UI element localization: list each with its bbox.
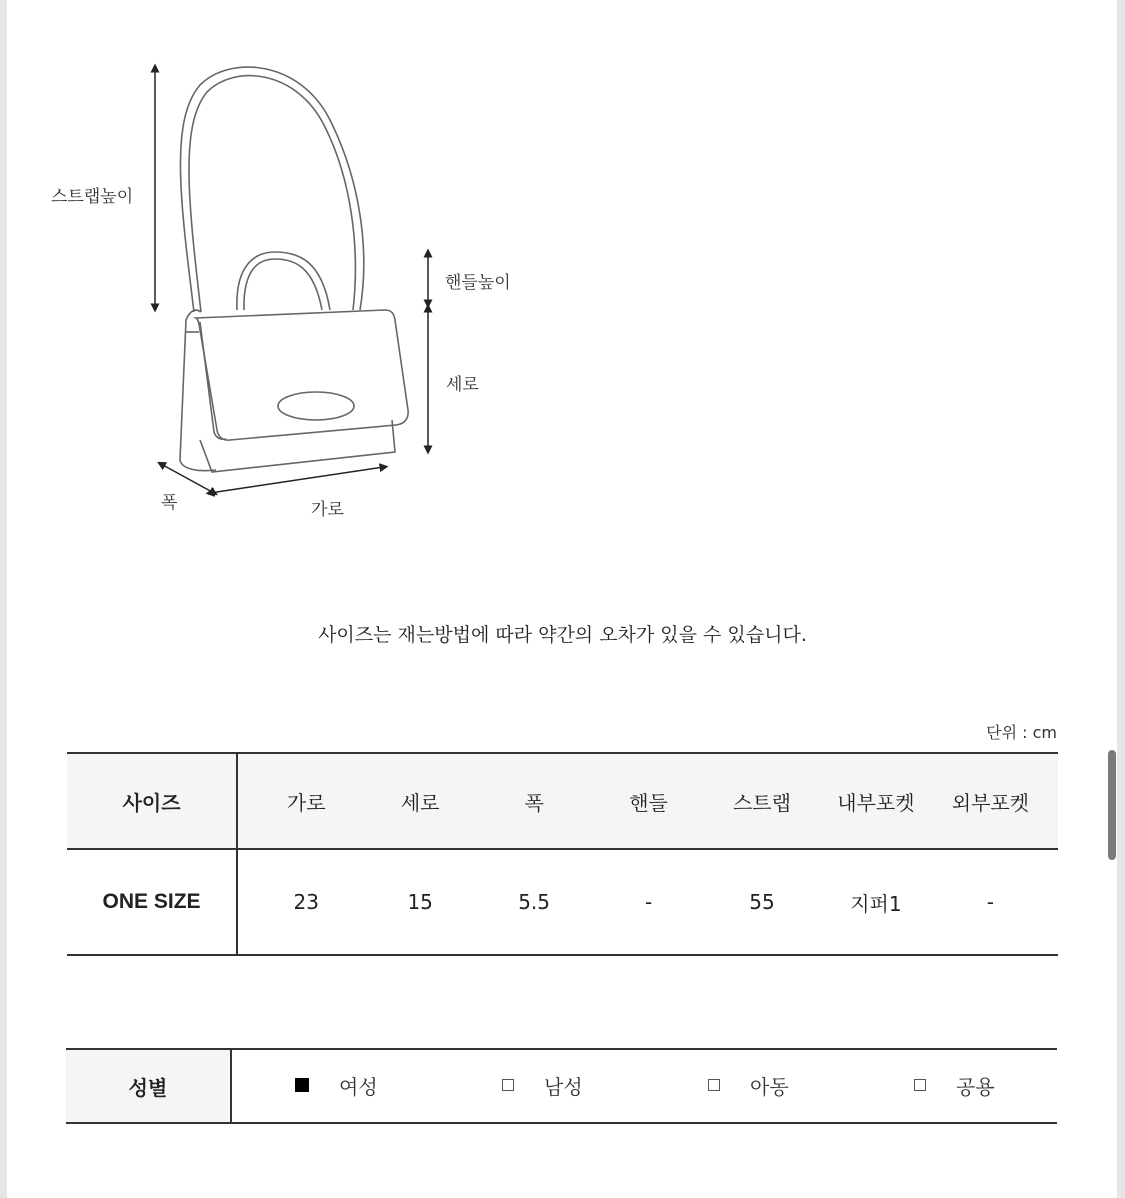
gender-option-kids (708, 1050, 789, 1120)
strap-height-label: 스트랩높이 (51, 187, 134, 207)
cell-width: 23 (237, 849, 374, 955)
cell-size: ONE SIZE (67, 849, 237, 955)
header-height: 세로 (374, 753, 466, 849)
height-label: 세로 (446, 375, 479, 395)
cell-depth: 5.5 (466, 849, 602, 955)
gender-option-male (502, 1050, 583, 1120)
cell-height: 15 (374, 849, 466, 955)
header-depth: 폭 (466, 753, 602, 849)
gender-options (232, 1050, 1057, 1122)
header-inner-pocket: 내부포켓 (829, 753, 923, 849)
handle-height-label: 핸들높이 (445, 273, 511, 293)
gender-option-female (295, 1050, 378, 1120)
unchecked-checkbox-icon (502, 1079, 514, 1091)
header-handle: 핸들 (602, 753, 695, 849)
size-table-header-row (67, 753, 1058, 849)
size-table (67, 752, 1058, 956)
header-strap: 스트랩 (695, 753, 829, 849)
cell-handle: - (602, 849, 695, 955)
table-row (67, 849, 1058, 955)
gender-option-label: 아동 (750, 1074, 789, 1099)
gender-option-label: 공용 (956, 1074, 995, 1099)
gender-table (66, 1048, 1057, 1124)
checked-checkbox-icon (295, 1078, 309, 1092)
depth-label: 폭 (161, 493, 178, 513)
cell-outer-pocket: - (923, 849, 1058, 955)
width-label: 가로 (311, 500, 344, 520)
scrollbar-track[interactable] (1117, 0, 1125, 1198)
header-width: 가로 (237, 753, 374, 849)
scrollbar-thumb[interactable] (1108, 750, 1116, 860)
size-notice: 사이즈는 재는방법에 따라 약간의 오차가 있을 수 있습니다. (318, 624, 807, 646)
unchecked-checkbox-icon (708, 1079, 720, 1091)
header-size: 사이즈 (67, 753, 237, 849)
gender-option-unisex (914, 1050, 995, 1120)
gender-option-label: 남성 (544, 1074, 583, 1099)
gender-option-label: 여성 (339, 1074, 378, 1099)
bag-measurement-diagram (0, 40, 560, 540)
cell-inner-pocket: 지퍼1 (829, 849, 923, 955)
unchecked-checkbox-icon (914, 1079, 926, 1091)
cell-strap: 55 (695, 849, 829, 955)
header-outer-pocket: 외부포켓 (923, 753, 1058, 849)
gender-header: 성별 (66, 1050, 232, 1122)
unit-label: 단위 : cm (986, 723, 1057, 742)
